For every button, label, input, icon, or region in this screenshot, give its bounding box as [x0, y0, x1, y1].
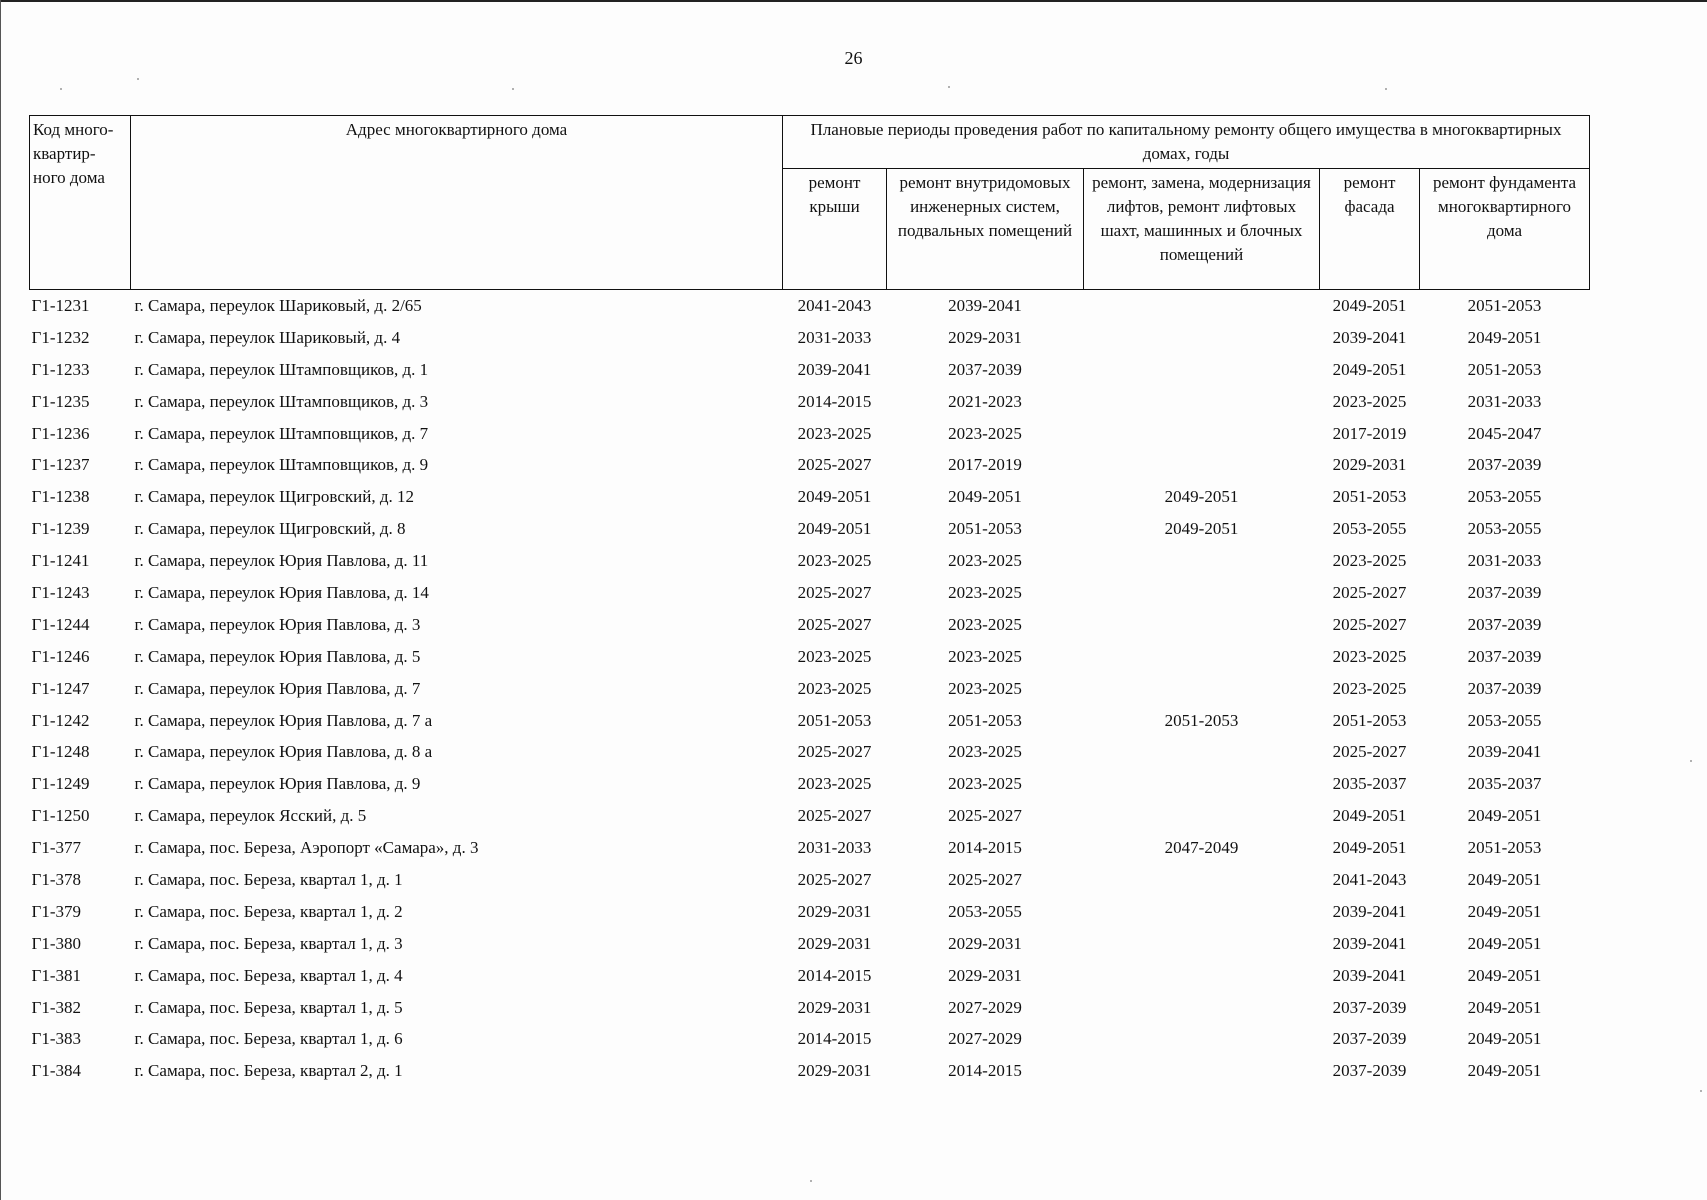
cell-lifts: 2049-2051	[1164, 487, 1239, 507]
cell-roof: 2025-2027	[797, 455, 872, 475]
cell-roof: 2014-2015	[797, 965, 872, 985]
cell-systems: 2023-2025	[948, 582, 1022, 602]
scan-speck	[137, 78, 139, 80]
cell-foundation: 2045-2047	[1467, 423, 1542, 443]
scan-speck	[60, 88, 62, 90]
scan-speck	[948, 86, 950, 88]
cell-lifts	[1084, 800, 1320, 832]
cell-systems: 2023-2025	[948, 678, 1022, 698]
cell-address: г. Самара, пос. Береза, квартал 1, д. 2	[134, 901, 403, 921]
table-row	[30, 481, 1590, 513]
cell-foundation: 2031-2033	[1467, 391, 1542, 411]
cell-foundation: 2051-2053	[1467, 295, 1542, 315]
cell-facade: 2025-2027	[1332, 582, 1407, 602]
table-row	[30, 354, 1590, 386]
table-row	[30, 673, 1590, 705]
table-row	[30, 609, 1590, 641]
cell-roof: 2029-2031	[797, 933, 872, 953]
cell-code: Г1-379	[31, 901, 81, 921]
scan-speck	[1690, 760, 1692, 762]
cell-code: Г1-1241	[31, 551, 90, 571]
cell-lifts	[1084, 960, 1320, 992]
cell-code: Г1-378	[31, 869, 81, 889]
cell-systems: 2023-2025	[948, 423, 1022, 443]
cell-facade: 2023-2025	[1332, 391, 1407, 411]
cell-roof: 2023-2025	[797, 423, 872, 443]
cell-foundation: 2037-2039	[1467, 614, 1542, 634]
table-row	[30, 736, 1590, 768]
cell-foundation: 2053-2055	[1467, 710, 1542, 730]
table-row	[30, 864, 1590, 896]
cell-lifts	[1084, 768, 1320, 800]
header-address: Адрес многоквартирного дома	[131, 116, 783, 290]
cell-address: г. Самара, переулок Шариковый, д. 4	[134, 327, 401, 347]
cell-systems: 2023-2025	[948, 742, 1022, 762]
cell-systems: 2053-2055	[948, 901, 1022, 921]
cell-lifts	[1084, 386, 1320, 418]
cell-code: Г1-1246	[31, 646, 90, 666]
cell-facade: 2023-2025	[1332, 646, 1407, 666]
cell-lifts	[1084, 577, 1320, 609]
cell-lifts	[1084, 290, 1320, 322]
cell-lifts: 2049-2051	[1164, 519, 1239, 539]
cell-lifts	[1084, 545, 1320, 577]
cell-facade: 2039-2041	[1332, 933, 1407, 953]
cell-address: г. Самара, переулок Шариковый, д. 2/65	[134, 295, 422, 315]
cell-code: Г1-1232	[31, 327, 90, 347]
cell-foundation: 2049-2051	[1467, 869, 1542, 889]
cell-address: г. Самара, пос. Береза, квартал 1, д. 3	[134, 933, 403, 953]
top-border-line	[0, 0, 1707, 2]
header-systems: ремонт внутридомовых инженерных систем, подвальных помещений	[887, 169, 1084, 290]
cell-foundation: 2049-2051	[1467, 1029, 1542, 1049]
cell-systems: 2037-2039	[948, 359, 1022, 379]
cell-code: Г1-1248	[31, 742, 90, 762]
cell-address: г. Самара, пос. Береза, квартал 1, д. 1	[134, 869, 403, 889]
cell-systems: 2051-2053	[948, 519, 1022, 539]
cell-facade: 2037-2039	[1332, 997, 1407, 1017]
cell-facade: 2037-2039	[1332, 1029, 1407, 1049]
cell-roof: 2025-2027	[797, 869, 872, 889]
cell-roof: 2029-2031	[797, 997, 872, 1017]
table-row	[30, 386, 1590, 418]
cell-roof: 2025-2027	[797, 806, 872, 826]
cell-foundation: 2035-2037	[1467, 774, 1542, 794]
header-lifts: ремонт, замена, модернизация лифтов, ремонт лифтовых шахт, машинных и блочных помещений	[1084, 169, 1320, 290]
table-row	[30, 449, 1590, 481]
cell-address: г. Самара, пос. Береза, квартал 1, д. 4	[134, 965, 403, 985]
header-roof: ремонт крыши	[783, 169, 887, 290]
cell-lifts	[1084, 1055, 1320, 1087]
cell-address: г. Самара, переулок Юрия Павлова, д. 11	[134, 551, 429, 571]
table-row	[30, 641, 1590, 673]
cell-code: Г1-1243	[31, 582, 90, 602]
cell-foundation: 2053-2055	[1467, 519, 1542, 539]
cell-address: г. Самара, пос. Береза, квартал 1, д. 6	[134, 1029, 403, 1049]
cell-code: Г1-383	[31, 1029, 81, 1049]
cell-address: г. Самара, переулок Штамповщиков, д. 1	[134, 359, 429, 379]
cell-address: г. Самара, переулок Юрия Павлова, д. 3	[134, 614, 421, 634]
cell-address: г. Самара, переулок Штамповщиков, д. 7	[134, 423, 429, 443]
table-row	[30, 800, 1590, 832]
repair-schedule-table	[29, 115, 1590, 1087]
header-planned-periods: Плановые периоды проведения работ по капитальному ремонту общего имущества в многоквартирных домах, годы	[783, 116, 1590, 169]
cell-code: Г1-1231	[31, 295, 90, 315]
cell-address: г. Самара, переулок Ясский, д. 5	[134, 806, 367, 826]
cell-lifts	[1084, 992, 1320, 1024]
cell-foundation: 2049-2051	[1467, 965, 1542, 985]
cell-facade: 2023-2025	[1332, 551, 1407, 571]
cell-facade: 2049-2051	[1332, 838, 1407, 858]
cell-code: Г1-1249	[31, 774, 90, 794]
cell-systems: 2017-2019	[948, 455, 1022, 475]
cell-systems: 2023-2025	[948, 551, 1022, 571]
cell-address: г. Самара, переулок Штамповщиков, д. 3	[134, 391, 429, 411]
header-row-top	[30, 116, 1590, 169]
cell-systems: 2039-2041	[948, 295, 1022, 315]
cell-systems: 2049-2051	[948, 487, 1022, 507]
cell-foundation: 2049-2051	[1467, 933, 1542, 953]
cell-foundation: 2049-2051	[1467, 997, 1542, 1017]
table-row	[30, 1023, 1590, 1055]
scan-speck	[1700, 1090, 1702, 1092]
cell-code: Г1-1247	[31, 678, 90, 698]
cell-code: Г1-1233	[31, 359, 90, 379]
cell-facade: 2039-2041	[1332, 327, 1407, 347]
cell-code: Г1-382	[31, 997, 81, 1017]
cell-facade: 2035-2037	[1332, 774, 1407, 794]
cell-address: г. Самара, пос. Береза, квартал 1, д. 5	[134, 997, 403, 1017]
cell-lifts	[1084, 354, 1320, 386]
header-code: Код много-квартир-ного дома	[30, 116, 131, 290]
cell-facade: 2049-2051	[1332, 806, 1407, 826]
cell-roof: 2029-2031	[797, 901, 872, 921]
page-number: 26	[844, 48, 863, 68]
cell-lifts	[1084, 928, 1320, 960]
cell-lifts	[1084, 322, 1320, 354]
cell-address: г. Самара, переулок Юрия Павлова, д. 7	[134, 678, 421, 698]
cell-roof: 2023-2025	[797, 774, 872, 794]
cell-code: Г1-1237	[31, 455, 90, 475]
cell-lifts	[1084, 673, 1320, 705]
cell-code: Г1-380	[31, 933, 81, 953]
cell-facade: 2049-2051	[1332, 295, 1407, 315]
table-body	[30, 290, 1590, 1088]
cell-roof: 2023-2025	[797, 646, 872, 666]
cell-roof: 2031-2033	[797, 327, 872, 347]
cell-systems: 2021-2023	[948, 391, 1022, 411]
cell-foundation: 2031-2033	[1467, 551, 1542, 571]
cell-address: г. Самара, пос. Береза, Аэропорт «Самара», д. 3	[134, 838, 479, 858]
cell-roof: 2025-2027	[797, 614, 872, 634]
cell-facade: 2041-2043	[1332, 869, 1407, 889]
cell-roof: 2031-2033	[797, 838, 872, 858]
table-row	[30, 896, 1590, 928]
cell-roof: 2014-2015	[797, 391, 872, 411]
cell-systems: 2029-2031	[948, 933, 1022, 953]
cell-foundation: 2037-2039	[1467, 678, 1542, 698]
table-header	[30, 116, 1590, 290]
cell-roof: 2023-2025	[797, 678, 872, 698]
cell-code: Г1-1250	[31, 806, 90, 826]
cell-address: г. Самара, переулок Щигровский, д. 12	[134, 487, 414, 507]
header-facade: ремонт фасада	[1320, 169, 1420, 290]
cell-address: г. Самара, переулок Юрия Павлова, д. 9	[134, 774, 421, 794]
left-border-line	[0, 0, 1, 1200]
table-row	[30, 832, 1590, 864]
cell-systems: 2029-2031	[948, 327, 1022, 347]
cell-systems: 2023-2025	[948, 614, 1022, 634]
cell-facade: 2049-2051	[1332, 359, 1407, 379]
cell-systems: 2014-2015	[948, 1061, 1022, 1081]
cell-foundation: 2049-2051	[1467, 327, 1542, 347]
cell-foundation: 2051-2053	[1467, 838, 1542, 858]
cell-code: Г1-1239	[31, 519, 90, 539]
table-row	[30, 513, 1590, 545]
cell-systems: 2051-2053	[948, 710, 1022, 730]
cell-foundation: 2037-2039	[1467, 582, 1542, 602]
table-row	[30, 928, 1590, 960]
cell-address: г. Самара, переулок Юрия Павлова, д. 8 а	[134, 742, 433, 762]
cell-facade: 2039-2041	[1332, 901, 1407, 921]
table-row	[30, 577, 1590, 609]
scan-speck	[1385, 88, 1387, 90]
header-foundation: ремонт фундамента многоквартирного дома	[1420, 169, 1590, 290]
cell-foundation: 2049-2051	[1467, 1061, 1542, 1081]
cell-roof: 2023-2025	[797, 551, 872, 571]
cell-systems: 2027-2029	[948, 1029, 1022, 1049]
cell-facade: 2051-2053	[1332, 487, 1407, 507]
cell-address: г. Самара, переулок Юрия Павлова, д. 5	[134, 646, 421, 666]
cell-foundation: 2051-2053	[1467, 359, 1542, 379]
cell-code: Г1-377	[31, 838, 81, 858]
cell-lifts	[1084, 641, 1320, 673]
table-row	[30, 768, 1590, 800]
cell-systems: 2023-2025	[948, 774, 1022, 794]
cell-systems: 2029-2031	[948, 965, 1022, 985]
cell-foundation: 2049-2051	[1467, 901, 1542, 921]
cell-systems: 2014-2015	[948, 838, 1022, 858]
cell-foundation: 2037-2039	[1467, 455, 1542, 475]
table-row	[30, 545, 1590, 577]
cell-address: г. Самара, переулок Штамповщиков, д. 9	[134, 455, 429, 475]
cell-facade: 2039-2041	[1332, 965, 1407, 985]
cell-roof: 2039-2041	[797, 359, 872, 379]
cell-foundation: 2049-2051	[1467, 806, 1542, 826]
cell-roof: 2049-2051	[797, 519, 872, 539]
cell-systems: 2027-2029	[948, 997, 1022, 1017]
cell-facade: 2025-2027	[1332, 742, 1407, 762]
scan-speck	[810, 1180, 812, 1182]
cell-facade: 2029-2031	[1332, 455, 1407, 475]
cell-roof: 2025-2027	[797, 582, 872, 602]
cell-foundation: 2039-2041	[1467, 742, 1542, 762]
cell-facade: 2037-2039	[1332, 1061, 1407, 1081]
cell-lifts	[1084, 864, 1320, 896]
cell-code: Г1-1235	[31, 391, 90, 411]
cell-lifts	[1084, 896, 1320, 928]
cell-facade: 2017-2019	[1332, 423, 1407, 443]
cell-code: Г1-381	[31, 965, 81, 985]
cell-code: Г1-1236	[31, 423, 90, 443]
table-row	[30, 322, 1590, 354]
table-row	[30, 1055, 1590, 1087]
cell-lifts	[1084, 449, 1320, 481]
cell-facade: 2051-2053	[1332, 710, 1407, 730]
cell-code: Г1-1244	[31, 614, 90, 634]
cell-roof: 2014-2015	[797, 1029, 872, 1049]
cell-lifts	[1084, 1023, 1320, 1055]
cell-lifts	[1084, 609, 1320, 641]
cell-roof: 2025-2027	[797, 742, 872, 762]
table-row	[30, 992, 1590, 1024]
cell-systems: 2025-2027	[948, 869, 1022, 889]
cell-address: г. Самара, переулок Щигровский, д. 8	[134, 519, 406, 539]
cell-facade: 2053-2055	[1332, 519, 1407, 539]
cell-lifts: 2051-2053	[1164, 710, 1239, 730]
cell-code: Г1-1238	[31, 487, 90, 507]
cell-facade: 2025-2027	[1332, 614, 1407, 634]
cell-systems: 2025-2027	[948, 806, 1022, 826]
cell-systems: 2023-2025	[948, 646, 1022, 666]
cell-roof: 2049-2051	[797, 487, 872, 507]
cell-address: г. Самара, переулок Юрия Павлова, д. 14	[134, 582, 429, 602]
cell-roof: 2051-2053	[797, 710, 872, 730]
table-row	[30, 705, 1590, 737]
cell-address: г. Самара, пос. Береза, квартал 2, д. 1	[134, 1061, 403, 1081]
cell-address: г. Самара, переулок Юрия Павлова, д. 7 а	[134, 710, 433, 730]
cell-code: Г1-1242	[31, 710, 90, 730]
cell-lifts	[1084, 418, 1320, 450]
cell-lifts: 2047-2049	[1164, 838, 1239, 858]
cell-foundation: 2053-2055	[1467, 487, 1542, 507]
table-row	[30, 960, 1590, 992]
table-row	[30, 290, 1590, 322]
table-row	[30, 418, 1590, 450]
cell-roof: 2029-2031	[797, 1061, 872, 1081]
cell-lifts	[1084, 736, 1320, 768]
cell-facade: 2023-2025	[1332, 678, 1407, 698]
cell-foundation: 2037-2039	[1467, 646, 1542, 666]
cell-roof: 2041-2043	[797, 295, 872, 315]
cell-code: Г1-384	[31, 1061, 81, 1081]
scan-speck	[512, 88, 514, 90]
